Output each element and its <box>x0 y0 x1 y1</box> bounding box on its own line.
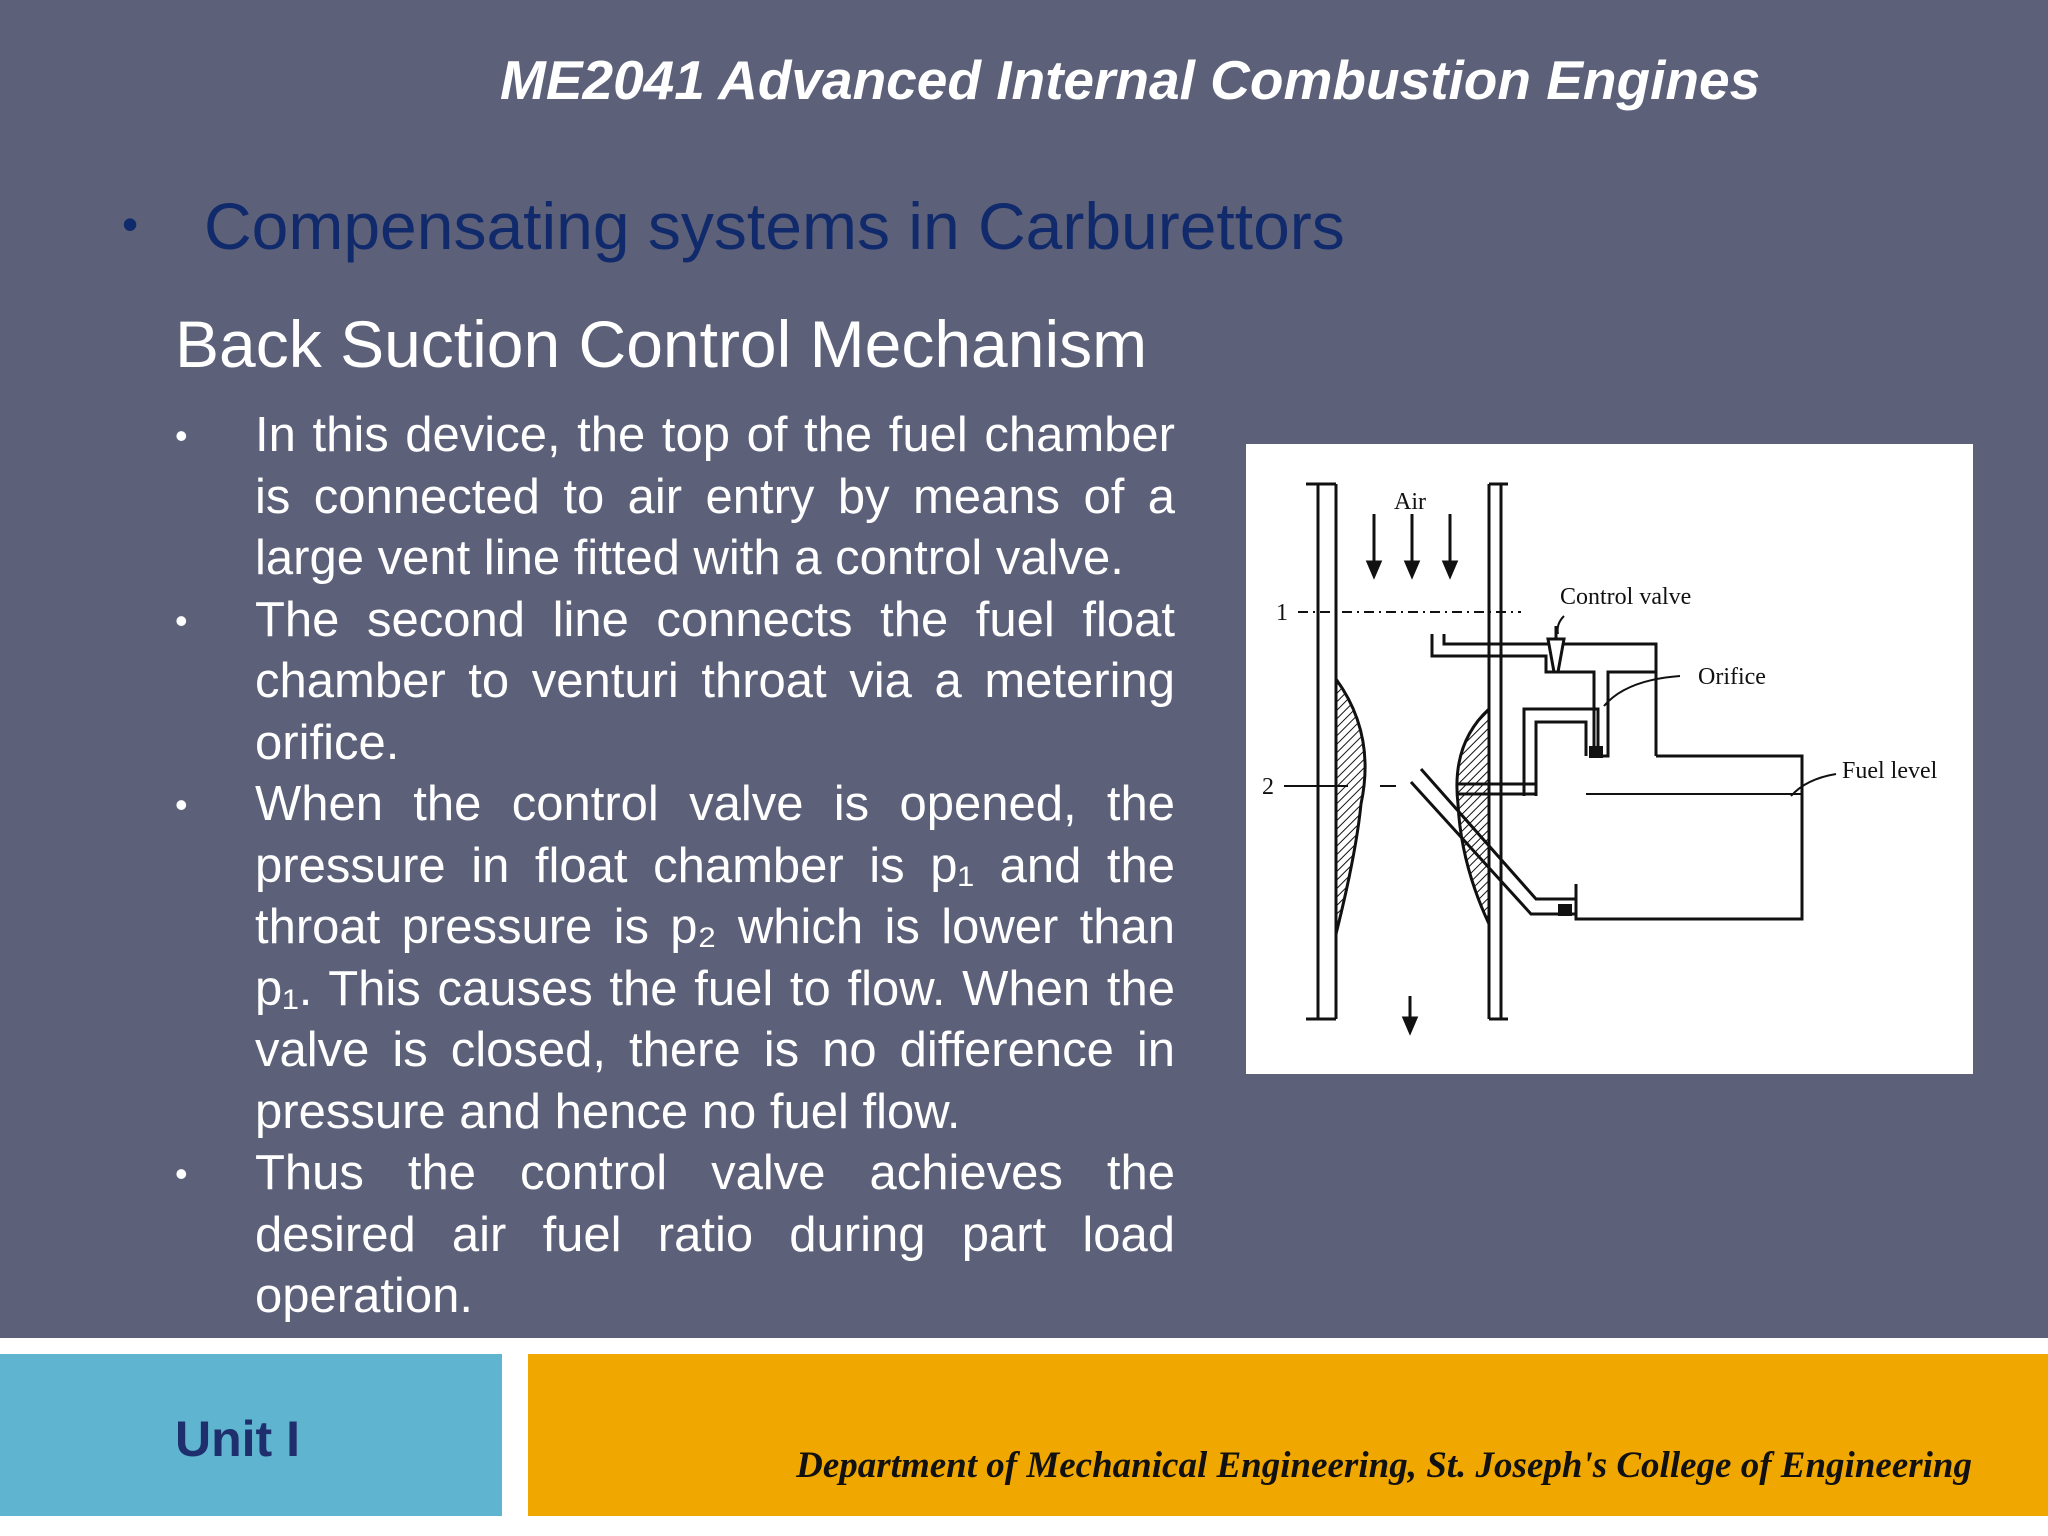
bullet-text: In this device, the top of the fuel chamber is connected to air entry by means of a large vent line fitted with a control valve. <box>255 408 1175 585</box>
main-bullet <box>122 188 1345 264</box>
control-valve-leader <box>1558 616 1564 634</box>
unit-label: Unit I <box>175 1411 300 1467</box>
control-valve-label: Control valve <box>1560 584 1692 610</box>
section-2-label: 2 <box>1262 774 1274 800</box>
bullet-item <box>175 590 1175 775</box>
float-chamber <box>1576 756 1802 919</box>
fuel-level-label: Fuel level <box>1842 758 1938 784</box>
subheading: Back Suction Control Mechanism <box>175 307 1148 381</box>
orifice-leader <box>1604 676 1680 706</box>
bullet-text: When the control valve is opened, the pressure in float chamber is p₁ and the throat pressure is p₂ which is lower than p₁. This causes the fuel to flow. When the valve is closed, there is no difference in pressure and hence no fuel flow. <box>255 777 1175 1139</box>
orifice-line <box>1536 722 1586 796</box>
department-box <box>528 1354 2048 1516</box>
fuel-level-leader <box>1791 774 1836 796</box>
main-bullet-text: Compensating systems in Carburettors <box>204 189 1345 263</box>
carburettor-diagram-svg <box>1246 444 1973 1074</box>
orifice-label: Orifice <box>1698 664 1766 690</box>
bullet-item <box>175 774 1175 1143</box>
bullet-dot-icon: • <box>175 415 188 456</box>
bullet-dot-icon: • <box>122 197 139 250</box>
footer-gap <box>502 1354 528 1516</box>
bullet-dot-icon: • <box>175 784 188 825</box>
venturi-left <box>1336 679 1365 934</box>
bullet-dot-icon: • <box>175 599 188 641</box>
footer-divider <box>0 1338 2048 1354</box>
course-title: ME2041 Advanced Internal Combustion Engines <box>500 49 1761 111</box>
bullet-text: Thus the control valve achieves the desired air fuel ratio during part load operation. <box>255 1146 1175 1323</box>
orifice-block <box>1589 746 1603 758</box>
department-label: Department of Mechanical Engineering, St. Joseph's College of Engineering <box>796 1445 1972 1486</box>
bullet-text: The second line connects the fuel float chamber to venturi throat via a metering orifice. <box>255 592 1175 770</box>
section-1-label: 1 <box>1276 600 1288 626</box>
carburettor-diagram <box>1246 444 1973 1074</box>
bullet-item <box>175 1143 1175 1328</box>
bullet-list <box>175 405 1175 1328</box>
control-valve-body <box>1548 639 1564 672</box>
jet-block <box>1558 904 1572 916</box>
air-arrows <box>1368 514 1456 1032</box>
vent-line <box>1432 634 1656 756</box>
bullet-dot-icon: • <box>175 1153 188 1194</box>
bullet-item <box>175 405 1175 590</box>
air-label: Air <box>1394 489 1426 515</box>
footer-bottom-line <box>0 1516 2048 1536</box>
